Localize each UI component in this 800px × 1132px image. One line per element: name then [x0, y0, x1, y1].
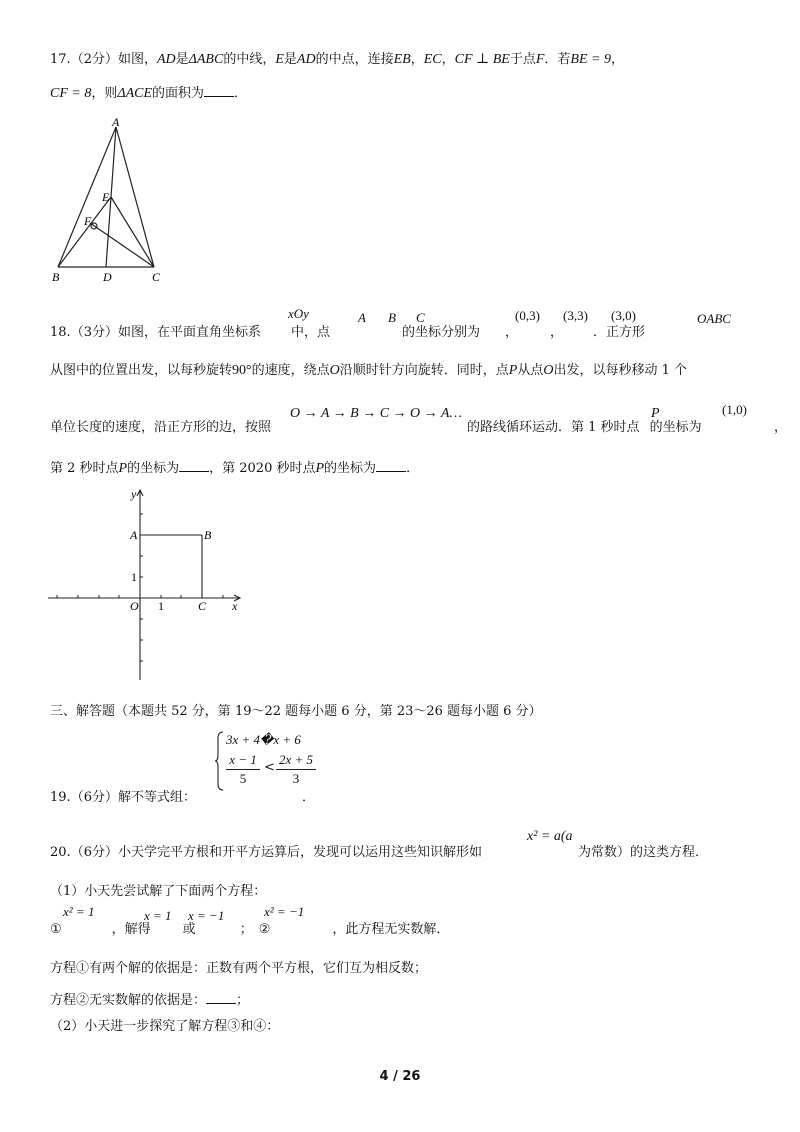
q18-OABC: OABC: [697, 311, 731, 326]
q18-P-label: P: [651, 406, 660, 421]
q17-number: 17.: [50, 52, 71, 67]
label-1-y: 1: [131, 570, 137, 584]
label-D: D: [103, 270, 112, 284]
label-y: y: [131, 488, 137, 501]
label-B: B: [52, 270, 60, 284]
q20-reason2: 方程②无实数解的依据是： ；: [50, 993, 250, 1008]
q18-coord-A: (0,3): [515, 308, 540, 323]
q20-reason1: 方程①有两个解的依据是：正数有两个平方根，它们互为相反数；: [50, 961, 428, 976]
answer-blank: [179, 459, 209, 472]
q18-line3: 单位长度的速度，沿正方形的边，按照 的路线循环运动．第 1 秒时点 的坐标为: [50, 420, 702, 435]
page-number: 4 / 26: [379, 1069, 421, 1084]
q18-line4: 第 2 秒时点P的坐标为 ，第 2020 秒时点P的坐标为 ．: [50, 461, 420, 476]
q18-point-A: A: [358, 310, 366, 325]
q20-part2: （2）小天进一步探究了解方程③和④：: [50, 1019, 280, 1034]
q20-equation: x² = a(a: [527, 829, 573, 844]
label-1-x: 1: [158, 599, 164, 613]
q17-triangle-figure: [48, 115, 188, 290]
label-A: A: [112, 115, 120, 129]
label-B: B: [204, 528, 212, 542]
answer-blank: [204, 84, 234, 97]
q18-line1: 18.（3分）如图，在平面直角坐标系 中，点 的坐标分别为 ， ， ．正方形: [50, 325, 646, 340]
label-E: E: [102, 190, 110, 204]
brace-icon: [215, 730, 225, 792]
q20-equations-line: ① ，解得 或 ； ② ，此方程无实数解．: [50, 922, 450, 937]
label-O: O: [130, 599, 139, 613]
segment-AC: [116, 127, 154, 267]
q20-sol2: x = −1: [188, 908, 225, 923]
q18-xOy: xOy: [288, 306, 309, 321]
q20-part1: （1）小天先尝试解了下面两个方程：: [50, 884, 267, 899]
q20-number: 20.: [50, 845, 71, 860]
q17-line1: 17.（2分）如图，AD是ΔABC的中线，E是AD的中点，连接EB，EC，CF ⊥ BE于点F．若BE = 9，: [50, 52, 624, 67]
q18-coordinate-figure: [48, 488, 248, 683]
answer-blank: [376, 459, 406, 472]
q18-path: O → A → B → C → O → A…: [290, 406, 462, 421]
q20-eq2: x² = −1: [264, 904, 305, 919]
q20-line1: 20.（6分）小天学完平方根和开平方运算后，发现可以运用这些知识解形如: [50, 845, 482, 860]
answer-blank: [206, 991, 236, 1004]
q18-coord-B: (3,3): [563, 308, 588, 323]
label-C: C: [152, 270, 161, 284]
segment-EC: [111, 197, 154, 267]
q18-number: 18.: [50, 325, 71, 340]
q20-eq1: x² = 1: [63, 904, 95, 919]
label-A: A: [130, 528, 138, 542]
label-F: F: [84, 214, 92, 228]
q19-inequality-system: 3x + 4�x + 6 x − 1 5 < 2x + 5 3: [215, 730, 315, 792]
q19-line: 19.（6分）解不等式组：: [50, 790, 196, 805]
label-C: C: [198, 599, 207, 613]
label-x: x: [232, 599, 238, 613]
q18-point-B: B: [388, 310, 396, 325]
q18-point-C: C: [416, 310, 425, 325]
q19-number: 19.: [50, 790, 71, 805]
section-3-heading: 三、解答题（本题共 52 分，第 19～22 题每小题 6 分，第 23～26 题每小题 6 分）: [50, 704, 542, 719]
q18-coord-C: (3,0): [611, 308, 636, 323]
q20-sol1: x = 1: [144, 908, 172, 923]
q17-line2: CF = 8，则ΔACE的面积为 ．: [50, 86, 248, 101]
inequality-1: 3x + 4�x + 6: [226, 732, 301, 747]
q18-line2: 从图中的位置出发，以每秒旋转90°的速度，绕点O沿顺时针方向旋转．同时，点P从点O出发，以每秒移动 1 个: [50, 363, 688, 378]
q18-coord-P1: (1,0): [722, 402, 747, 417]
